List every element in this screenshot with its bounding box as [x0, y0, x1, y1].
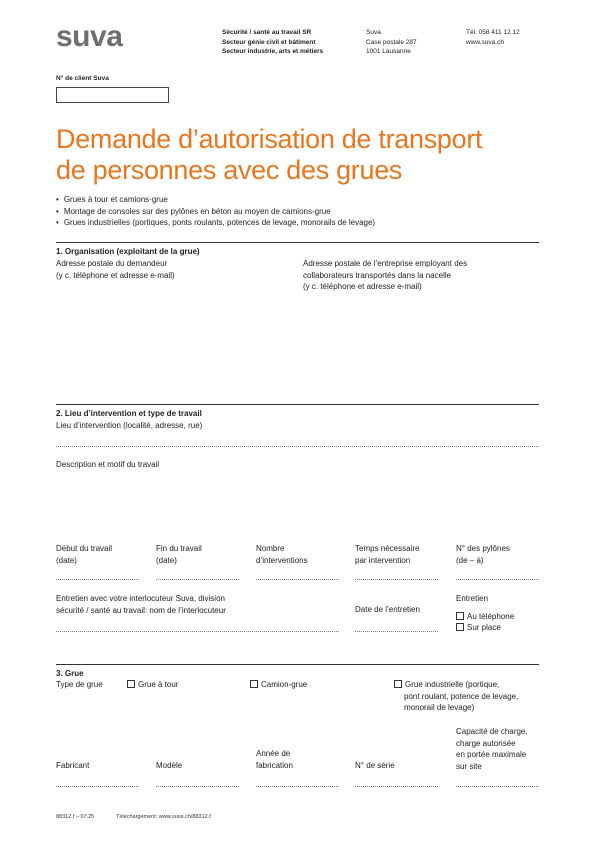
crane-types-list	[56, 194, 375, 229]
option-label: Grue à tour	[138, 680, 179, 689]
label-line: N° des pylônes	[456, 544, 510, 553]
label-line: (de – à)	[456, 555, 484, 565]
label-line: Adresse postale de l’entreprise employant des	[303, 259, 468, 268]
interview-label	[56, 593, 226, 616]
label-line: Année de	[256, 749, 291, 758]
option-label: monorail de levage)	[404, 703, 475, 712]
interviewer-field[interactable]	[56, 631, 339, 632]
year-label	[256, 748, 293, 771]
location-field[interactable]	[56, 446, 539, 447]
end-date-field[interactable]	[156, 579, 239, 580]
interview-date-label: Date de l’entretien	[355, 605, 420, 614]
section1-heading: 1. Organisation (exploitant de la grue)	[56, 247, 200, 256]
label-line: (y c. téléphone et adresse e-mail)	[56, 270, 175, 280]
label-line: sécurité / santé au travail: nom de l’interlocuteur	[56, 605, 226, 615]
checkbox-icon[interactable]	[394, 680, 402, 688]
label-line: Capacité de charge,	[456, 727, 528, 736]
client-number-field[interactable]	[56, 87, 169, 103]
option-label: Camion-grue	[261, 680, 308, 689]
label-line: en portée maximale	[456, 750, 527, 759]
manufacturer-field[interactable]	[56, 786, 139, 787]
header-line: www.suva.ch	[466, 38, 504, 46]
label-line: Entretien avec votre interlocuteur Suva, division	[56, 594, 225, 603]
model-field[interactable]	[156, 786, 239, 787]
pylons-label	[456, 543, 510, 566]
title-line: Demande d’autorisation de transport	[56, 124, 483, 154]
checkbox-icon[interactable]	[250, 680, 258, 688]
suva-logo: suva	[56, 20, 123, 53]
option-label: Au téléphone	[467, 612, 515, 621]
label-line: Fin du travail	[156, 544, 202, 553]
applicant-address-label[interactable]	[56, 258, 175, 281]
section-divider	[56, 242, 539, 243]
capacity-field[interactable]	[456, 786, 539, 787]
form-code: 88312.f – 07.25	[56, 814, 95, 820]
pylons-field[interactable]	[456, 579, 539, 580]
label-line: Début du travail	[56, 544, 113, 553]
label-line: Nombre	[256, 544, 285, 553]
header-line: Sécurité / santé au travail SR	[222, 29, 312, 36]
section2-heading: 2. Lieu d’intervention et type de travail	[56, 409, 202, 418]
serial-field[interactable]	[355, 786, 438, 787]
end-date-label	[156, 543, 202, 566]
time-label	[355, 543, 419, 566]
label-line: fabrication	[256, 760, 293, 770]
title-line: de personnes avec des grues	[56, 155, 403, 185]
label-line: Temps nécessaire	[355, 544, 420, 553]
capacity-label	[456, 726, 528, 772]
label-line: collaborateurs transportés dans la nacelle	[303, 270, 452, 280]
header-col2	[366, 28, 417, 57]
section-divider	[56, 664, 539, 665]
employer-address-label[interactable]	[303, 258, 467, 293]
option-label: Grue industrielle (portique,	[405, 680, 500, 689]
serial-label: N° de série	[355, 761, 395, 770]
list-item: • Montage de consoles sur des pylônes en béton au moyen de camions-grue	[56, 206, 375, 218]
header-line: Secteur industrie, arts et métiers	[222, 48, 324, 55]
client-number-label: N° de client Suva	[56, 75, 109, 82]
manufacturer-label: Fabricant	[56, 761, 90, 770]
label-line: Adresse postale du demandeur	[56, 259, 168, 268]
section-divider	[56, 404, 539, 405]
label-line: (y c. téléphone et adresse e-mail)	[303, 282, 422, 291]
option-truck-crane[interactable]	[250, 679, 307, 691]
option-label: Sur place	[467, 623, 501, 632]
download-link[interactable]: Téléchargement: www.suva.ch/88312.f	[116, 814, 211, 820]
label-line: (date)	[56, 555, 77, 565]
checkbox-icon[interactable]	[127, 680, 135, 688]
label-line: sur site	[456, 761, 482, 771]
section3-heading: 3. Grue	[56, 669, 84, 678]
header-col1	[222, 28, 323, 57]
page-title	[56, 124, 482, 186]
interventions-field[interactable]	[256, 579, 339, 580]
option-phone[interactable]	[456, 611, 514, 623]
description-label: Description et motif du travail	[56, 460, 160, 469]
option-industrial-crane[interactable]	[394, 679, 518, 714]
header-line: Secteur génie civil et bâtiment	[222, 38, 316, 46]
start-date-field[interactable]	[56, 579, 139, 580]
header-line: 1001 Lausanne	[366, 48, 411, 55]
list-item: • Grues industrielles (portiques, ponts roulants, potences de levage, monorails de levage)	[56, 217, 375, 229]
crane-type-label: Type de grue	[56, 680, 103, 689]
label-line: (date)	[156, 555, 177, 565]
checkbox-icon[interactable]	[456, 612, 464, 620]
entretien-label: Entretien	[456, 594, 489, 603]
option-site[interactable]	[456, 622, 501, 634]
label-line: d’interventions	[256, 555, 308, 565]
header-line: Case postale 287	[366, 38, 417, 46]
time-field[interactable]	[355, 579, 438, 580]
checkbox-icon[interactable]	[456, 623, 464, 631]
year-field[interactable]	[256, 786, 339, 787]
header-col3	[466, 28, 520, 47]
header-line: Suva	[366, 29, 381, 36]
interview-date-field[interactable]	[355, 631, 438, 632]
option-tower-crane[interactable]	[127, 679, 178, 691]
label-line: par intervention	[355, 555, 411, 565]
interventions-label	[256, 543, 308, 566]
label-line: charge autorisée	[456, 738, 516, 748]
model-label: Modèle	[156, 761, 183, 770]
start-date-label	[56, 543, 112, 566]
location-label: Lieu d’intervention (localité, adresse, rue)	[56, 421, 203, 430]
header-line: Tél. 058 411 12 12	[466, 29, 520, 36]
option-label: pont roulant, potence de levage,	[404, 691, 519, 701]
list-item: • Grues à tour et camions-grue	[56, 194, 375, 206]
